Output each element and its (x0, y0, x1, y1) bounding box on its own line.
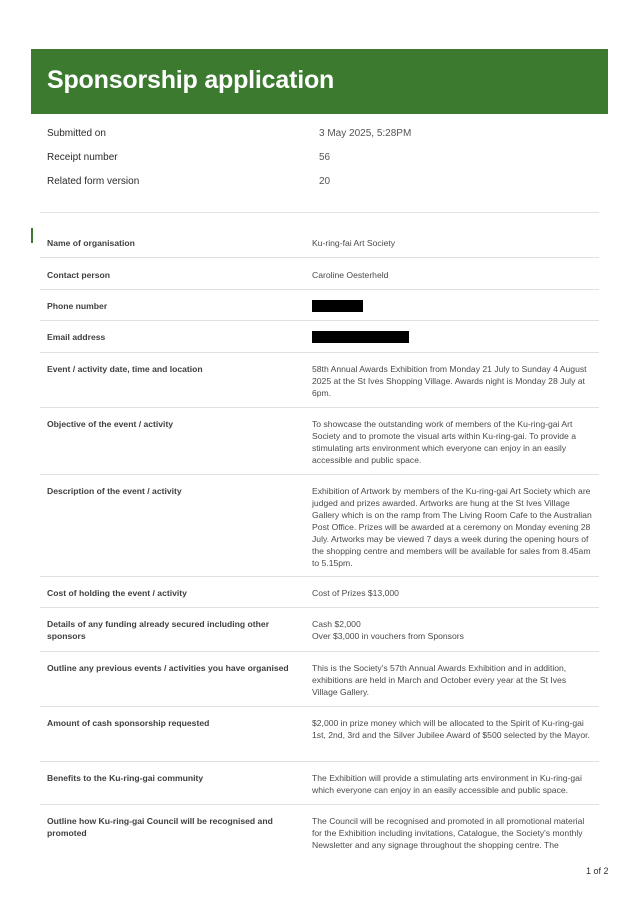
field-label: Benefits to the Ku-ring-gai community (47, 773, 204, 783)
field-label: Amount of cash sponsorship requested (47, 718, 210, 728)
meta-value: 56 (319, 152, 331, 163)
funding-line: Cash $2,000 (312, 619, 361, 629)
field-value: Exhibition of Artwork by members of the Ku-ring-gai Art Society which are judged and prizes awarded. Artworks are hung at the St Ives Village Gallery which is on the ramp from The Living Room Cafe to the Australian Post Office. Prizes will be awarded at a ceremony on Monday evening 28 July. Artworks may be viewed 7 days a week during the opening hours of the shopping centre and members will be available for sales from 8.45am to 5.15pm. (312, 486, 592, 568)
field-label: Outline any previous events / activities you have organised (47, 663, 289, 673)
field-row-organisation (40, 226, 599, 258)
field-row-event-date (40, 353, 599, 408)
field-value: The Exhibition will provide a stimulating arts environment in Ku-ring-gai which everyone can enjoy in an easily accessible and public space. (312, 773, 582, 795)
meta-label: Receipt number (47, 152, 118, 163)
field-value: Ku-ring-fai Art Society (312, 238, 396, 248)
field-value-redacted (312, 300, 592, 320)
field-row-benefits (40, 762, 599, 805)
text-cursor (31, 228, 33, 243)
meta-row-receipt (47, 152, 599, 176)
meta-value: 3 May 2025, 5:28PM (319, 128, 412, 139)
field-value: This is the Society's 57th Annual Awards Exhibition and in addition, exhibitions are held in March and October every year at the St Ives Village Gallery. (312, 663, 567, 697)
field-label: Description of the event / activity (47, 486, 182, 496)
field-value: Cost of Prizes $13,000 (312, 588, 399, 598)
field-label: Name of organisation (47, 238, 135, 248)
field-row-previous-events (40, 652, 599, 707)
page-number: 1 of 2 (586, 866, 609, 876)
funding-line: Over $3,000 in vouchers from Sponsors (312, 631, 464, 641)
field-value: The Council will be recognised and promoted in all promotional material for the Exhibition including invitations, Catalogue, the Society's monthly Newsletter and any signage throughout the shopping centre. The (312, 816, 585, 850)
field-label: Phone number (47, 301, 108, 311)
application-fields (40, 226, 599, 853)
field-value: 58th Annual Awards Exhibition from Monday 21 July to Sunday 4 August 2025 at the St Ives Shopping Village. Awards night is Monday 28 July at 6pm. (312, 364, 587, 398)
meta-label: Submitted on (47, 128, 106, 139)
field-row-cost (40, 577, 599, 608)
meta-row-submitted (47, 128, 599, 152)
redaction-block (312, 300, 363, 312)
field-row-cash-requested (40, 707, 599, 762)
field-row-funding (40, 608, 599, 652)
field-label: Email address (47, 332, 106, 342)
field-value (312, 618, 592, 651)
header-banner (31, 49, 608, 114)
page-title: Sponsorship application (47, 66, 335, 94)
field-label: Outline how Ku-ring-gai Council will be recognised and promoted (47, 816, 273, 838)
meta-value: 20 (319, 176, 331, 187)
field-row-email (40, 321, 599, 353)
field-value-redacted (312, 331, 592, 352)
meta-row-form-version (47, 176, 599, 200)
submission-meta (47, 128, 599, 200)
redaction-block (312, 331, 409, 343)
field-row-description (40, 475, 599, 577)
field-row-phone (40, 290, 599, 321)
field-value: Caroline Oesterheld (312, 270, 389, 280)
field-label: Objective of the event / activity (47, 419, 174, 429)
field-value: $2,000 in prize money which will be allocated to the Spirit of Ku-ring-gai 1st, 2nd, 3rd and the Silver Jubilee Award of $500 selected by the Mayor. (312, 718, 590, 740)
field-label: Event / activity date, time and location (47, 364, 203, 374)
field-label: Details of any funding already secured including other sponsors (47, 619, 270, 641)
field-row-recognition (40, 805, 599, 853)
field-label: Cost of holding the event / activity (47, 588, 187, 598)
meta-label: Related form version (47, 176, 140, 187)
field-value: To showcase the outstanding work of members of the Ku-ring-gai Art Society and to promote the visual arts within Ku-ring-gai. To provide a stimulating arts environment which everyone can enjoy in an easily accessible and public space. (312, 419, 576, 465)
field-row-objective (40, 408, 599, 475)
section-divider (40, 212, 599, 213)
field-label: Contact person (47, 270, 111, 280)
field-row-contact (40, 258, 599, 290)
